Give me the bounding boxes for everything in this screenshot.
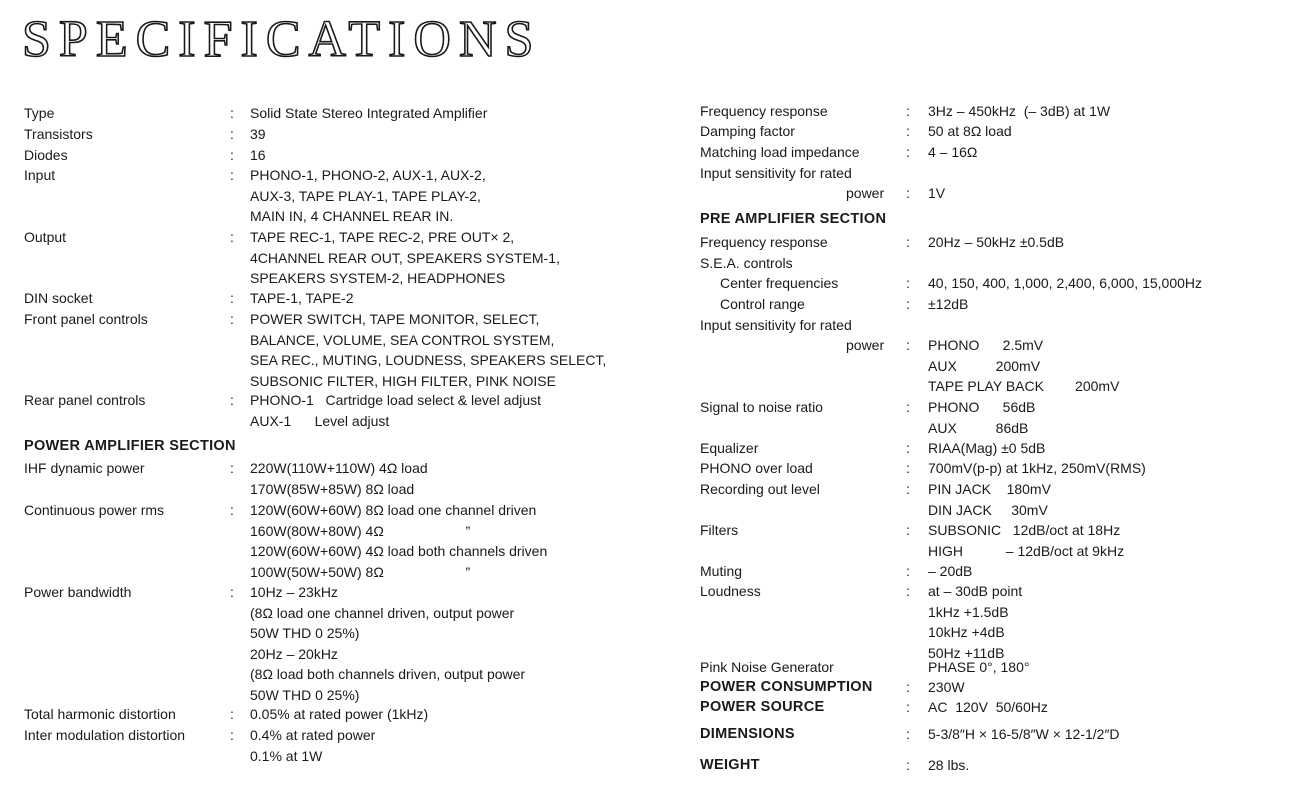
colon-separator: : xyxy=(230,229,234,245)
spec-value xyxy=(928,458,1146,479)
colon-separator: : xyxy=(906,699,910,715)
spec-value-line: (8Ω load both channels driven, output power xyxy=(250,666,526,683)
spec-value-line: 50 at 8Ω load xyxy=(928,123,1012,139)
spec-value xyxy=(928,581,1022,663)
spec-value xyxy=(928,697,1048,718)
spec-value xyxy=(250,500,547,582)
section-heading: POWER SOURCE xyxy=(700,699,825,715)
spec-value-line: 0.4% at rated power xyxy=(250,727,376,743)
colon-separator: : xyxy=(906,399,910,415)
spec-value-line: BALANCE, VOLUME, SEA CONTROL SYSTEM, xyxy=(250,331,555,348)
spec-value-line: PIN JACK 180mV xyxy=(928,481,1051,497)
spec-label: Equalizer xyxy=(700,440,759,456)
spec-label: IHF dynamic power xyxy=(24,460,145,476)
spec-value-line: 10kHz +4dB xyxy=(928,624,1005,641)
colon-separator: : xyxy=(230,460,234,476)
spec-label: Loudness xyxy=(700,583,761,599)
spec-value-line: AUX 200mV xyxy=(928,357,1041,374)
colon-separator: : xyxy=(906,522,910,538)
spec-value-line: SPEAKERS SYSTEM-2, HEADPHONES xyxy=(250,270,506,287)
spec-value-line: ±12dB xyxy=(928,296,969,312)
spec-label: Frequency response xyxy=(700,234,828,250)
colon-separator: : xyxy=(230,311,234,327)
spec-value-line: – 20dB xyxy=(928,563,973,579)
spec-value xyxy=(250,145,266,166)
spec-value-line: TAPE PLAY BACK 200mV xyxy=(928,378,1120,395)
colon-separator: : xyxy=(906,481,910,497)
spec-value xyxy=(250,103,487,124)
spec-value xyxy=(250,582,525,706)
spec-value xyxy=(250,288,353,309)
spec-value xyxy=(928,232,1064,253)
spec-value-line: PHONO 56dB xyxy=(928,399,1036,415)
spec-value-line: SEA REC., MUTING, LOUDNESS, SPEAKERS SELECT, xyxy=(250,352,607,369)
spec-value xyxy=(928,335,1119,397)
spec-value-line: 39 xyxy=(250,126,266,142)
spec-value xyxy=(928,438,1045,459)
spec-value xyxy=(928,121,1012,142)
section-heading: POWER AMPLIFIER SECTION xyxy=(24,438,236,454)
spec-value xyxy=(250,165,486,227)
colon-separator: : xyxy=(906,275,910,291)
spec-value-line: 16 xyxy=(250,147,266,163)
colon-separator: : xyxy=(906,296,910,312)
spec-value-line: AUX 86dB xyxy=(928,419,1029,436)
spec-value-line: AC 120V 50/60Hz xyxy=(928,699,1048,715)
spec-value-line: PHONO 2.5mV xyxy=(928,337,1044,353)
section-heading: WEIGHT xyxy=(700,757,760,773)
colon-separator: : xyxy=(230,584,234,600)
spec-value xyxy=(250,309,606,391)
spec-label: Total harmonic distortion xyxy=(24,706,176,722)
spec-label: Frequency response xyxy=(700,103,828,119)
colon-separator: : xyxy=(906,144,910,160)
spec-value-line: 1kHz +1.5dB xyxy=(928,603,1009,620)
spec-value xyxy=(928,561,972,582)
spec-value-line: 0.05% at rated power (1kHz) xyxy=(250,706,429,722)
spec-value-line: 4CHANNEL REAR OUT, SPEAKERS SYSTEM-1, xyxy=(250,249,560,266)
spec-value-line: 3Hz – 450kHz (– 3dB) at 1W xyxy=(928,103,1111,119)
spec-label: Matching load impedance xyxy=(700,144,860,160)
section-heading: POWER CONSUMPTION xyxy=(700,679,873,695)
spec-value-line: 700mV(p-p) at 1kHz, 250mV(RMS) xyxy=(928,460,1146,476)
spec-label: Input xyxy=(24,167,56,183)
spec-value-line: 160W(80W+80W) 4Ω ” xyxy=(250,522,471,539)
spec-value xyxy=(928,479,1051,520)
spec-value xyxy=(928,755,969,776)
spec-value-line: PHASE 0°, 180° xyxy=(928,659,1030,675)
spec-value xyxy=(250,458,428,499)
spec-value-line: 4 – 16Ω xyxy=(928,144,978,160)
spec-value-line: POWER SWITCH, TAPE MONITOR, SELECT, xyxy=(250,311,540,327)
page-title: SPECIFICATIONS xyxy=(22,11,542,68)
spec-value xyxy=(928,142,977,163)
spec-label: Rear panel controls xyxy=(24,392,146,408)
colon-separator: : xyxy=(906,563,910,579)
colon-separator: : xyxy=(230,126,234,142)
spec-label: S.E.A. controls xyxy=(700,255,793,271)
spec-value-line: TAPE-1, TAPE-2 xyxy=(250,290,354,306)
spec-value-line: 1V xyxy=(928,185,946,201)
spec-value-line: 20Hz – 20kHz xyxy=(250,645,338,662)
spec-label: DIN socket xyxy=(24,290,93,306)
spec-value-line: 50Hz +11dB xyxy=(928,644,1005,661)
spec-label: Inter modulation distortion xyxy=(24,727,186,743)
spec-value-line: 220W(110W+110W) 4Ω load xyxy=(250,460,428,476)
spec-value-line: Solid State Stereo Integrated Amplifier xyxy=(250,105,488,121)
section-heading: DIMENSIONS xyxy=(700,726,795,742)
colon-separator: : xyxy=(906,757,910,773)
colon-separator: : xyxy=(230,105,234,121)
spec-label: Type xyxy=(24,105,55,121)
spec-label: Input sensitivity for rated xyxy=(700,165,852,181)
spec-label: PHONO over load xyxy=(700,460,813,476)
spec-label: Diodes xyxy=(24,147,68,163)
spec-label: Power bandwidth xyxy=(24,584,132,600)
spec-value xyxy=(928,294,968,315)
colon-separator: : xyxy=(230,502,234,518)
spec-value-line: AUX-3, TAPE PLAY-1, TAPE PLAY-2, xyxy=(250,187,481,204)
spec-label: Center frequencies xyxy=(720,275,839,291)
spec-value-line: 28 lbs. xyxy=(928,757,970,773)
colon-separator: : xyxy=(230,706,234,722)
spec-value-line: 5-3/8″H × 16-5/8″W × 12-1/2″D xyxy=(928,726,1120,742)
spec-label: Continuous power rms xyxy=(24,502,165,518)
spec-label: Recording out level xyxy=(700,481,820,497)
spec-value-line: PHONO-1 Cartridge load select & level adjust xyxy=(250,392,542,408)
spec-label: Transistors xyxy=(24,126,93,142)
spec-value xyxy=(250,704,428,725)
spec-value-line: 120W(60W+60W) 4Ω load both channels driven xyxy=(250,543,548,560)
spec-value-line: 100W(50W+50W) 8Ω ” xyxy=(250,563,471,580)
spec-value-line: 50W THD 0 25%) xyxy=(250,686,360,703)
spec-value-line: 0.1% at 1W xyxy=(250,747,323,764)
colon-separator: : xyxy=(906,460,910,476)
spec-value-line: PHONO-1, PHONO-2, AUX-1, AUX-2, xyxy=(250,167,486,183)
colon-separator: : xyxy=(906,440,910,456)
colon-separator: : xyxy=(230,290,234,306)
colon-separator: : xyxy=(906,583,910,599)
spec-value xyxy=(928,273,1202,294)
spec-value-line: 20Hz – 50kHz ±0.5dB xyxy=(928,234,1065,250)
colon-separator: : xyxy=(906,185,910,201)
spec-label: Filters xyxy=(700,522,739,538)
spec-value xyxy=(928,657,1029,678)
spec-label: Front panel controls xyxy=(24,311,148,327)
spec-value-line: at – 30dB point xyxy=(928,583,1023,599)
spec-value-line: 10Hz – 23kHz xyxy=(250,584,338,600)
colon-separator: : xyxy=(906,234,910,250)
spec-value xyxy=(928,677,965,698)
spec-value-line: HIGH – 12dB/oct at 9kHz xyxy=(928,542,1125,559)
spec-value-line: (8Ω load one channel driven, output power xyxy=(250,604,515,621)
spec-value-line: 40, 150, 400, 1,000, 2,400, 6,000, 15,000Hz xyxy=(928,275,1202,291)
colon-separator: : xyxy=(230,392,234,408)
spec-label: Muting xyxy=(700,563,743,579)
spec-value-line: TAPE REC-1, TAPE REC-2, PRE OUT× 2, xyxy=(250,229,515,245)
colon-separator: : xyxy=(906,726,910,742)
spec-value-line: AUX-1 Level adjust xyxy=(250,412,390,429)
spec-value-line: SUBSONIC 12dB/oct at 18Hz xyxy=(928,522,1121,538)
spec-label: Pink Noise Generator xyxy=(700,659,834,675)
spec-label: Control range xyxy=(720,296,805,312)
colon-separator: : xyxy=(906,103,910,119)
colon-separator: : xyxy=(230,167,234,183)
spec-value-line: DIN JACK 30mV xyxy=(928,501,1048,518)
spec-value-line: 50W THD 0 25%) xyxy=(250,625,360,642)
spec-value xyxy=(928,724,1120,745)
spec-value-line: 230W xyxy=(928,679,965,695)
colon-separator: : xyxy=(230,727,234,743)
spec-label: Input sensitivity for rated xyxy=(700,317,852,333)
spec-value xyxy=(928,397,1035,438)
spec-value xyxy=(250,390,541,431)
spec-value-line: 170W(85W+85W) 8Ω load xyxy=(250,480,415,497)
spec-value xyxy=(928,183,945,204)
spec-value xyxy=(928,101,1110,122)
spec-value xyxy=(250,227,560,289)
colon-separator: : xyxy=(906,337,910,353)
spec-value-line: SUBSONIC FILTER, HIGH FILTER, PINK NOISE xyxy=(250,372,556,389)
colon-separator: : xyxy=(230,147,234,163)
spec-value-line: RIAA(Mag) ±0 5dB xyxy=(928,440,1046,456)
spec-value xyxy=(928,520,1124,561)
spec-label: power xyxy=(846,337,885,353)
spec-value-line: MAIN IN, 4 CHANNEL REAR IN. xyxy=(250,208,454,225)
colon-separator: : xyxy=(906,123,910,139)
section-heading: PRE AMPLIFIER SECTION xyxy=(700,211,887,227)
spec-label: Output xyxy=(24,229,67,245)
spec-value xyxy=(250,124,266,145)
spec-label: Damping factor xyxy=(700,123,795,139)
spec-label: Signal to noise ratio xyxy=(700,399,823,415)
spec-label: power xyxy=(846,185,885,201)
spec-value-line: 120W(60W+60W) 8Ω load one channel driven xyxy=(250,502,537,518)
colon-separator: : xyxy=(906,679,910,695)
spec-value xyxy=(250,725,375,766)
